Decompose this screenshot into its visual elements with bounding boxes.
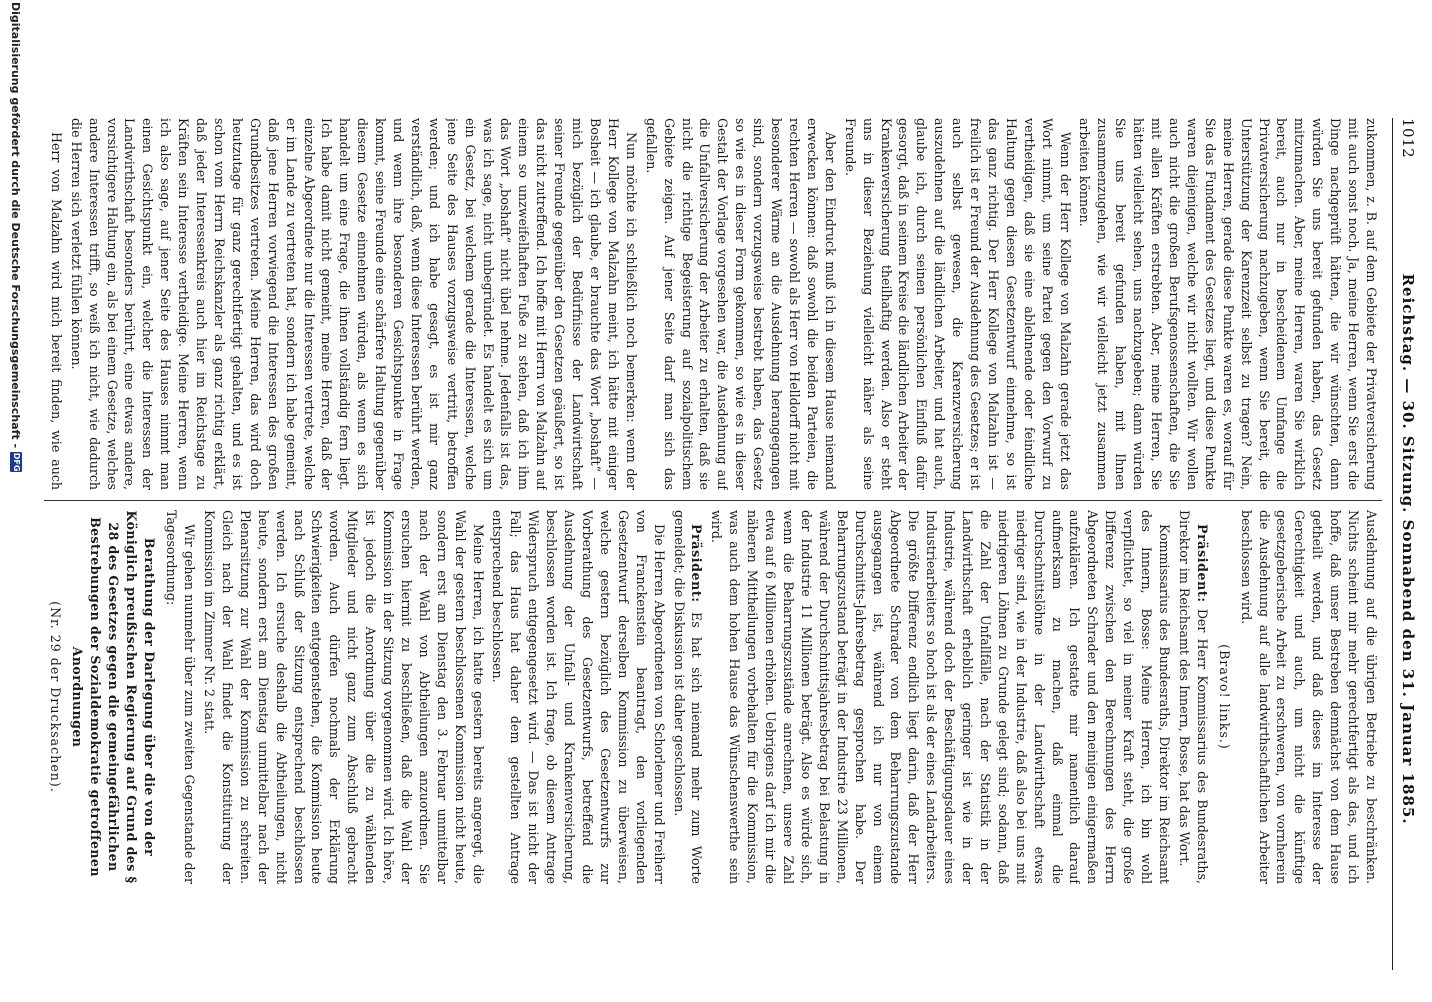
page-number: 1012 <box>1399 118 1417 159</box>
speech-text: Es hat sich niemand mehr zum Worte gemeldet; die Diskussion ist daher geschlossen. <box>671 510 705 884</box>
right-column <box>48 510 1380 884</box>
right-paragraph: Die Herren Abgeordneten von Schorlemer und Freiherr von Franckenstein beantragt, den vorliegenden Gesetzentwurf derselben Kommission zu überweisen, welche gestern bezüglich des Gesetzentwurfs zur Vorberathung des Gesetzentwurfs, betreffend die Ausdehnung der Unfall- und Krankenversicherung, beschlossen worden ist. Ich frage, ob diesem Antrage Widerspruch entgegengesetzt wird. — Das ist nicht der Fall; das Haus hat daher dem gestellten Antrage entsprechend beschlossen. <box>490 510 667 884</box>
left-paragraph: Wenn der Herr Kollege von Malzahn gerade jetzt das Wort nimmt, um seine Partei gegen den Vorwurf zu vertheidigen, daß sie eine ablehnende oder feindliche Haltung gegen diesen Gesetzentwurf einnehme, so ist das ganz richtig. Der Herr Kollege von Malzahn ist — freilich ist er Freund der Ausdehnung des Gesetzes; er ist auch selbst gewesen, die Karenzversicherung auszudehnen auf die ländlichen Arbeiter, und hat auch, glaube ich, durch seinen persönlichen Einfluß dafür gesorgt, daß in seinem Kreise die ländlichen Arbeiter der Krankenversicherung theilhaftig werden. Also er steht uns in dieser Beziehung vielleicht näher als seine Freunde. <box>842 118 1073 490</box>
president-remark <box>1175 510 1211 884</box>
right-paragraph: Wir gehen nunmehr über zum zweiten Gegenstande der Tagesordnung: <box>164 510 198 884</box>
agenda-item: Berathung der Darlegung über die von der Königlich preußischen Regierung auf Grund des § 28 des Gesetzes gegen die gemeingefährlichen Bestrebungen der Sozialdemokratie getroffenen Anordnungen <box>70 510 158 884</box>
left-column <box>48 118 1380 490</box>
right-paragraph: Ausdehnung auf die übrigen Betriebe zu beschränken. Nichts scheint mir mehr gerechtfertigt als das, und ich hoffe, daß unser Bestreben demnächst von dem Hause getheilt werden, und daß dieses im Interesse der Gerechtigkeit und auch, um nicht die künftige gesetzgeberische Arbeit zu erschweren, von vornherein die Ausdehnung auf alle landwirthschaftlichen Arbeiter beschlossen wird. <box>1238 510 1379 884</box>
applause-note: (Bravo! links.) <box>1216 644 1232 750</box>
speaker-label: Präsident: <box>689 524 705 603</box>
dfg-logo-icon: DFG <box>12 452 21 472</box>
left-paragraph: Aber den Eindruck muß ich in diesem Hause niemand erwecken können: daß sowohl die beiden Parteien, die rechten Herren — sowohl als Herr von Helldorff nicht mit besonderer Wärme an die Ausdehnung herangegangen sind, sondern vorzugsweise bestrebt haben, das Gesetz so wie es in dieser Form gekommen, so wie es in dieser Gestalt der Vorlage vorgesehen war, die Ausdehnung auf die Unfallversicherung der Arbeiter zu erhalten, daß sie nicht die richtige Begeisterung auf sozialpolitischem Gebiete zeigen. Auf jener Seite darf man sich das gefallen. <box>643 118 838 490</box>
speech-text: Der Herr Kommissarius des Bundesraths, Direktor im Reichsamt des Innern, Bosse, hat das Wort. <box>1176 510 1210 884</box>
right-paragraph: Meine Herren, ich hatte gestern bereits angeregt, die Wahl der gestern beschlossenen Kommission nicht heute, sondern erst am Dienstag den 3. Februar unmittelbar nach der Wahl von Abtheilungen anzuordnen. Sie ersuchen hiermit zu beschließen, daß die Wahl der Kommission in der Sitzung vorgenommen wird. Ich höre, ist jedoch die Anordnung über die zu wählenden Mitglieder und nicht ganz zum Abschluß gebracht worden. Auch dürfen nochmals der Erklärung Schwierigkeiten entgegenstehen, die Kommission heute nach Schluß der Sitzung entsprechend beschlossen werden. Ich ersuche deshalb die Abtheilungen, nicht heute, sondern erst am Dienstag unmittelbar nach der Plenarsitzung zur Wahl der Kommission zu schreiten. Gleich nach der Wahl findet die Konstituirung der Kommission im Zimmer Nr. 2 statt. <box>202 510 486 884</box>
page-title: Reichstag. — 30. Sitzung. Sonnabend den 31. Januar 1885. <box>1399 273 1417 825</box>
left-paragraph: zukommen, z. B. auf dem Gebiete der Privatversicherung mit auch sonst noch. Ja, meine Herren, wenn Sie erst die Dinge nachgeprüft hätten, die wir wünschten, dann würden Sie uns bereit gefunden haben, das Gesetz mitzumachen. Aber, meine Herren, waren Sie wirklich bereit, auch nur in bescheidenem Umfange die Privatversicherung nachzugeben, wenn Sie bereit, die Unterstützung der Karenzzeit selbst zu tragen? Nein, meine Herren, gerade diese Punkte waren es, worauf für Sie das Fundament des Gesetzes liegt, und diese Punkte waren diejenigen, welche wir nicht wollten. Wir wollen auch nicht die großen Berufsgenossenschaften, die Sie mit allen Kräften erstrebten. Aber, meine Herren, Sie hätten vielleicht sehen, uns nachzugeben; dann würden Sie uns bereit gefunden haben, mit Ihnen zusammenzugehen, wie wir vielleicht jetzt zusammen arbeiten können. <box>1077 118 1379 490</box>
credit-text: Digitalisierung gefördert durch die Deutsche Forschungsgemeinschaft - <box>9 2 23 449</box>
right-paragraph: Kommissarius des Bundesraths, Direktor im Reichsamt des Innern, Bosse: Meine Herren, ich bin wohl verpflichtet, so viel in meiner Kraft steht, die große Differenz zwischen den Berechnungen des Herrn Abgeordneten Schrader und den meinigen einigermaßen aufzuklären. Ich gestatte mir namentlich darauf aufmerksam zu machen, daß einmal die Durchschnittslöhne in der Landwirthschaft etwas niedriger sind, wie in der Industrie, daß also bei uns mit niedrigeren Löhnen zu Grunde gelegt sind; sodann, daß die Zahl der Unfallfälle, nach der Statistik in der Landwirthschaft erheblich geringer ist wie in der Industrie, während doch der Beschäftigungsdauer eines Industriearbeiters so hoch ist als der eines Landarbeiters. Die größte Differenz endlich liegt darin, daß der Herr Abgeordnete Schrader von dem Beharrungszustande ausgegangen ist, während ich nur von einem Durchschnitts-Jahresbetrag gesprochen habe. Der Beharrungszustand beträgt in der Industrie 23 Millionen, während der Durchschnittsjahresbetrag bei Belastung in der Industrie 11 Millionen beträgt. Also es würde sich, wenn die Beharrungszustände anrechnen, unsere Zahl etwa auf 6 Millionen erhöhen. Uebrigens darf ich mir die näheren Mittheilungen vorbehalten für die Kommission, was auch dem hohen Hause das Wünschenswerthe sein wird. <box>709 510 1173 884</box>
agenda-reference: (Nr. 29 der Drucksachen). <box>48 601 64 793</box>
page-header <box>1396 118 1420 970</box>
left-paragraph: Herr von Malzahn wird mich bereit finden, wie auch <box>48 132 64 490</box>
speaker-label: Präsident: <box>1194 524 1210 603</box>
president-remark <box>670 510 706 884</box>
left-paragraph: Nun möchte ich schließlich noch bemerken: wenn der Herr Kollege von Malzahn meint, ich hätte mit einiger Bosheit — ich glaube, er brauchte das Wort „boshaft“ — mich bezüglich der Bedürfnisse der Landwirtschaft seiner Freunde gegenüber den Gesetzen geäußert, so ist das nicht zutreffend. Ich hoffe mit Herrn von Malzahn auf einem so unzweifelhaften Fuße zu stehen, daß ich ihm das Wort „boshaft“ nicht übel nehme. Jedenfalls ist das, was ich sage, nicht unbegründet. Es handelt es sich um ein Gesetz, bei welchem gerade die Interessen, welche jene Seite des Hauses vorzugsweise vertritt, betroffen werden; und ich habe gesagt, es ist mir ganz verständlich, daß, wenn diese Interessen berührt werden, und wenn ihre besonderen Gesichtspunkte in Frage kommt, seine Freunde eine schärfere Haltung gegenüber diesem Gesetze einnehmen würden, als wenn es sich handelt um eine Frage, die ihnen vollständig fern liegt. Ich habe damit nicht gemeint, meine Herren, daß der einzelne Abgeordnete nur die Interessen vertrete, welche er im Lande zu vertreten hat, sondern ich habe gemeint, daß jene Herren vorwiegend die Interessen des großen Grundbesitzes vertreten. Meine Herren, das wird doch heutzutage für ganz gerechtfertigt gehalten, und es ist schon vom Herrn Reichskanzler als ganz richtig erklärt, daß jeder Interessenkreis auch hier im Reichstage zu Kräften sein Interesse vertheidige. Meine Herren, wenn ich also sage, auf jener Seite des Hauses nimmt man einen Gesichtspunkt ein, welcher die Interessen der Landwirthschaft besonders berührt, eine etwas andere, vorsichtigere Haltung ein, als bei einem Gesetze, welches andere Interessen trifft, so weiß ich nicht, wie dadurch die Herren sich verletzt fühlen können. <box>68 118 639 490</box>
header-rule <box>1392 118 1393 970</box>
digitization-credit <box>4 0 28 1002</box>
column-divider <box>44 500 1382 501</box>
